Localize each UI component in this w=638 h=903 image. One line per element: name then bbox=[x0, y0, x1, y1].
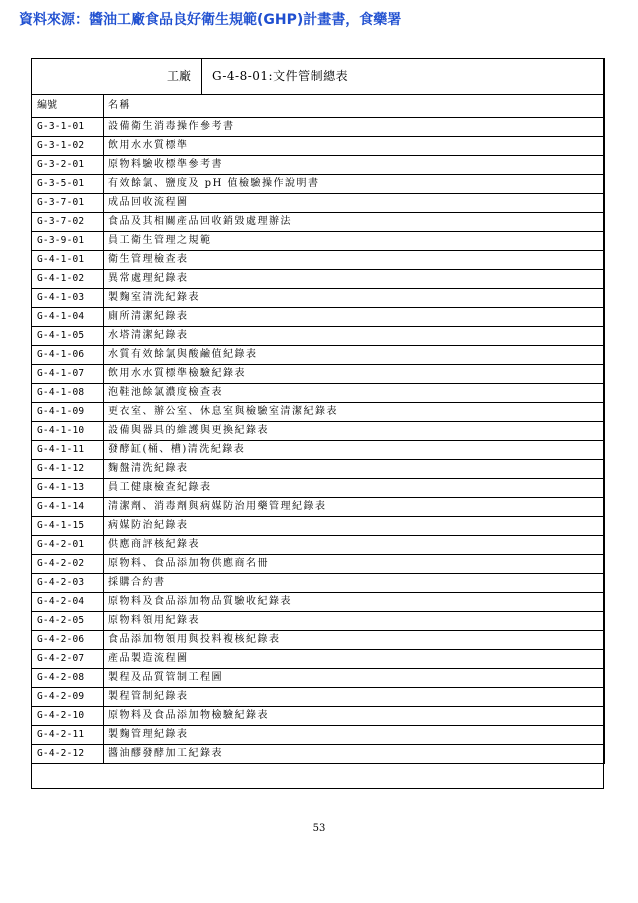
row-code: G-3-7-01 bbox=[32, 194, 104, 213]
row-name: 麴盤清洗紀錄表 bbox=[104, 460, 605, 479]
row-name: 製麴室清洗紀錄表 bbox=[104, 289, 605, 308]
row-name: 設備衛生消毒操作參考書 bbox=[104, 118, 605, 137]
table-row bbox=[32, 289, 605, 308]
table-row bbox=[32, 726, 605, 745]
row-name: 清潔劑、消毒劑與病媒防治用藥管理紀錄表 bbox=[104, 498, 605, 517]
row-name: 食品及其相關產品回收銷毀處理辦法 bbox=[104, 213, 605, 232]
table-row bbox=[32, 384, 605, 403]
row-name: 成品回收流程圖 bbox=[104, 194, 605, 213]
row-code: G-4-1-07 bbox=[32, 365, 104, 384]
row-code: G-4-2-09 bbox=[32, 688, 104, 707]
row-name: 水質有效餘氯與酸鹼值紀錄表 bbox=[104, 346, 605, 365]
row-name: 員工健康檢查紀錄表 bbox=[104, 479, 605, 498]
document-control-table-frame bbox=[31, 58, 604, 789]
row-code: G-4-1-02 bbox=[32, 270, 104, 289]
table-row bbox=[32, 441, 605, 460]
table-row bbox=[32, 460, 605, 479]
row-name: 原物料、食品添加物供應商名冊 bbox=[104, 555, 605, 574]
row-code: G-3-7-02 bbox=[32, 213, 104, 232]
table-row bbox=[32, 118, 605, 137]
page-number: 53 bbox=[312, 823, 326, 834]
row-name: 製程及品質管制工程圖 bbox=[104, 669, 605, 688]
row-name: 原物料驗收標準參考書 bbox=[104, 156, 605, 175]
row-code: G-4-2-10 bbox=[32, 707, 104, 726]
row-code: G-4-1-06 bbox=[32, 346, 104, 365]
document-title: G-4-8-01:文件管制總表 bbox=[202, 59, 605, 95]
row-code: G-4-1-11 bbox=[32, 441, 104, 460]
row-name: 更衣室、辦公室、休息室與檢驗室清潔紀錄表 bbox=[104, 403, 605, 422]
factory-label: 工廠 bbox=[32, 59, 202, 95]
row-name: 水塔清潔紀錄表 bbox=[104, 327, 605, 346]
row-name: 有效餘氯、鹽度及 pH 值檢驗操作說明書 bbox=[104, 175, 605, 194]
row-code: G-3-5-01 bbox=[32, 175, 104, 194]
row-code: G-4-1-14 bbox=[32, 498, 104, 517]
row-code: G-4-1-04 bbox=[32, 308, 104, 327]
table-row bbox=[32, 479, 605, 498]
row-code: G-3-1-02 bbox=[32, 137, 104, 156]
table-row bbox=[32, 346, 605, 365]
table-row bbox=[32, 365, 605, 384]
row-name: 衛生管理檢查表 bbox=[104, 251, 605, 270]
table-row bbox=[32, 517, 605, 536]
table-row bbox=[32, 707, 605, 726]
document-control-table bbox=[31, 58, 605, 764]
table-row bbox=[32, 555, 605, 574]
row-name: 供應商評核紀錄表 bbox=[104, 536, 605, 555]
row-code: G-3-2-01 bbox=[32, 156, 104, 175]
row-code: G-3-9-01 bbox=[32, 232, 104, 251]
row-name: 醬油醪發酵加工紀錄表 bbox=[104, 745, 605, 764]
table-row bbox=[32, 631, 605, 650]
row-code: G-4-2-08 bbox=[32, 669, 104, 688]
row-code: G-4-2-07 bbox=[32, 650, 104, 669]
row-code: G-4-1-03 bbox=[32, 289, 104, 308]
row-name: 產品製造流程圖 bbox=[104, 650, 605, 669]
row-name: 製麴管理紀錄表 bbox=[104, 726, 605, 745]
table-title-row bbox=[32, 59, 605, 95]
row-code: G-4-1-12 bbox=[32, 460, 104, 479]
row-name: 發酵缸(桶、槽)清洗紀錄表 bbox=[104, 441, 605, 460]
table-row bbox=[32, 137, 605, 156]
row-name: 飲用水水質標準 bbox=[104, 137, 605, 156]
table-row bbox=[32, 270, 605, 289]
row-name: 泡鞋池餘氯濃度檢查表 bbox=[104, 384, 605, 403]
row-code: G-4-2-01 bbox=[32, 536, 104, 555]
row-name: 設備與器具的維護與更換紀錄表 bbox=[104, 422, 605, 441]
row-name: 員工衛生管理之規範 bbox=[104, 232, 605, 251]
table-row bbox=[32, 536, 605, 555]
row-name: 原物料及食品添加物品質驗收紀錄表 bbox=[104, 593, 605, 612]
row-code: G-4-1-15 bbox=[32, 517, 104, 536]
row-name: 製程管制紀錄表 bbox=[104, 688, 605, 707]
table-row bbox=[32, 669, 605, 688]
row-code: G-4-1-09 bbox=[32, 403, 104, 422]
table-row bbox=[32, 688, 605, 707]
table-row bbox=[32, 574, 605, 593]
row-code: G-4-1-01 bbox=[32, 251, 104, 270]
table-row bbox=[32, 612, 605, 631]
header-name: 名稱 bbox=[104, 95, 605, 118]
row-code: G-4-2-04 bbox=[32, 593, 104, 612]
table-row bbox=[32, 308, 605, 327]
table-row bbox=[32, 403, 605, 422]
row-name: 採購合約書 bbox=[104, 574, 605, 593]
table-row bbox=[32, 156, 605, 175]
source-caption: 資料來源：醬油工廠食品良好衛生規範(GHP)計畫書，食藥署 bbox=[19, 12, 402, 28]
row-code: G-4-1-13 bbox=[32, 479, 104, 498]
table-row bbox=[32, 213, 605, 232]
header-code: 編號 bbox=[32, 95, 104, 118]
table-row bbox=[32, 194, 605, 213]
table-row bbox=[32, 175, 605, 194]
row-name: 原物料及食品添加物檢驗紀錄表 bbox=[104, 707, 605, 726]
row-code: G-4-2-02 bbox=[32, 555, 104, 574]
row-code: G-4-2-12 bbox=[32, 745, 104, 764]
table-row bbox=[32, 498, 605, 517]
row-name: 飲用水水質標準檢驗紀錄表 bbox=[104, 365, 605, 384]
table-row bbox=[32, 745, 605, 764]
row-name: 原物料領用紀錄表 bbox=[104, 612, 605, 631]
table-row bbox=[32, 327, 605, 346]
row-code: G-4-1-10 bbox=[32, 422, 104, 441]
row-code: G-4-2-06 bbox=[32, 631, 104, 650]
row-code: G-4-2-05 bbox=[32, 612, 104, 631]
row-code: G-3-1-01 bbox=[32, 118, 104, 137]
table-row bbox=[32, 593, 605, 612]
row-name: 異常處理紀錄表 bbox=[104, 270, 605, 289]
row-name: 食品添加物領用與投料複核紀錄表 bbox=[104, 631, 605, 650]
row-name: 廁所清潔紀錄表 bbox=[104, 308, 605, 327]
table-row bbox=[32, 251, 605, 270]
table-row bbox=[32, 232, 605, 251]
table-row bbox=[32, 422, 605, 441]
row-code: G-4-2-11 bbox=[32, 726, 104, 745]
row-code: G-4-1-05 bbox=[32, 327, 104, 346]
row-code: G-4-1-08 bbox=[32, 384, 104, 403]
row-code: G-4-2-03 bbox=[32, 574, 104, 593]
row-name: 病媒防治紀錄表 bbox=[104, 517, 605, 536]
table-row bbox=[32, 650, 605, 669]
table-header-row bbox=[32, 95, 605, 118]
